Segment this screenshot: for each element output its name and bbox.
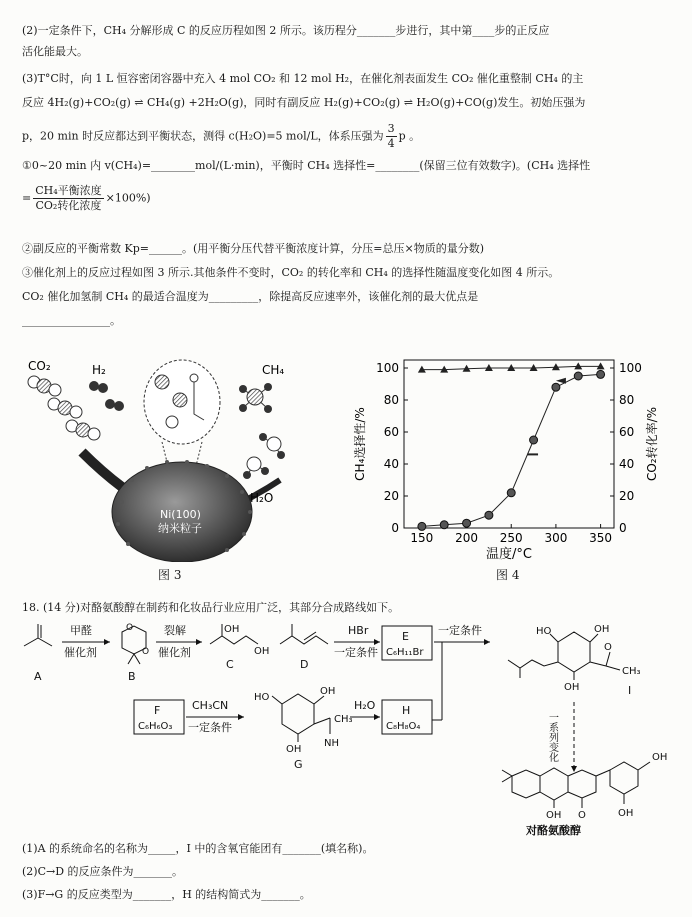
selectivity-fraction xyxy=(33,184,103,213)
box-e-label: E xyxy=(402,630,409,643)
q17-line-4: 反应 4H₂(g)+CO₂(g) ⇌ CH₄(g) +2H₂O(g)，同时有副反应 H₂(g)+CO₂(g) ⇌ H₂O(g)+CO(g)发生。初始压强为 xyxy=(22,96,586,109)
g-ch3: CH₃ xyxy=(334,714,353,725)
label-g: G xyxy=(294,758,303,771)
co2-conversion-point xyxy=(574,372,582,380)
svg-text:OH: OH xyxy=(286,744,302,755)
q18-part-2: (2)C→D 的反应条件为_______。 xyxy=(22,865,184,878)
i-ho: HO xyxy=(536,626,552,637)
product-name: 对酪氨酸醇 xyxy=(526,824,581,837)
reagent-1-top: 甲醛 xyxy=(70,624,92,637)
co2-conversion-point xyxy=(485,511,493,519)
synthesis-route-diagram xyxy=(14,620,686,838)
compound-d-structure xyxy=(280,624,328,644)
reagent-3-bottom: 一定条件 xyxy=(334,646,378,659)
figure-3-catalyst xyxy=(22,352,322,562)
product-oh-2: OH xyxy=(618,808,634,819)
svg-text:OH: OH xyxy=(546,810,562,821)
q17-line-3: (3)T°C时，向 1 L 恒容密闭容器中充入 4 mol CO₂ 和 12 mol H₂，在催化剂表面发生 CO₂ 催化重整制 CH₄ 的主 xyxy=(22,72,584,85)
q17-line-5 xyxy=(22,122,676,151)
i-ch3: CH₃ xyxy=(622,666,641,677)
reagent-2-bottom: 催化剂 xyxy=(158,646,191,659)
x-axis-label: 温度/°C xyxy=(486,547,532,562)
x-tick-label: 150 xyxy=(410,531,434,545)
fraction-denominator: 4 xyxy=(387,137,395,150)
co2-conversion-point xyxy=(463,519,471,527)
co2-conversion-point xyxy=(597,370,605,378)
selectivity-denominator: CO₂转化浓度 xyxy=(35,199,102,212)
ch4-molecule-icon xyxy=(239,383,272,413)
y-left-tick-label: 100 xyxy=(376,361,399,375)
compound-i-structure xyxy=(508,632,620,680)
reagent-2-top: 裂解 xyxy=(164,624,186,637)
y-right-tick-label: 0 xyxy=(619,521,627,535)
label-i: I xyxy=(628,684,632,697)
fraction-numerator: 3 xyxy=(387,122,395,135)
g-nh: NH xyxy=(324,738,339,749)
co2-conversion-point xyxy=(440,521,448,529)
g-oh: OH xyxy=(320,686,336,697)
x-tick-label: 300 xyxy=(544,531,568,545)
q17-line-5-b: p 。 xyxy=(398,129,421,143)
ni-label: Ni(100) xyxy=(160,508,201,521)
figure-4-chart xyxy=(352,352,670,564)
y-left-tick-label: 60 xyxy=(383,425,399,439)
product-oh-1: OH xyxy=(652,752,668,763)
q18-title: 18. (14 分)对酪氨酸醇在制药和化妆品行业应用广泛，其部分合成路线如下。 xyxy=(22,601,400,614)
reagent-4-top: 一定条件 xyxy=(438,624,482,637)
h2-molecule-icon xyxy=(89,381,124,411)
q17-line-8: ②副反应的平衡常数 Kp=______。(用平衡分压代替平衡浓度计算，分压=总压×物质的量分数) xyxy=(22,242,484,255)
formula-tail: ×100%) xyxy=(105,191,151,205)
product-ketone-o: O xyxy=(578,810,586,821)
figure-4-caption: 图 4 xyxy=(496,568,520,582)
right-axis-indicator-icon xyxy=(556,378,566,384)
q18-part-3: (3)F→G 的反应类型为_______，H 的结构简式为_______。 xyxy=(22,888,311,901)
box-f-formula: C₆H₆O₃ xyxy=(138,721,173,732)
formula-equals: = xyxy=(22,191,32,205)
reagent-3-top: HBr xyxy=(348,624,369,637)
y-right-tick-label: 60 xyxy=(619,425,635,439)
reagent-5-bottom: 一定条件 xyxy=(188,721,232,734)
arrow-in-icon xyxy=(82,452,122,487)
q17-line-9: ③催化剂上的反应过程如图 3 所示.其他条件不变时，CO₂ 的转化率和 CH₄ 的选择性随温度变化如图 4 所示。 xyxy=(22,266,560,279)
selectivity-numerator: CH₄平衡浓度 xyxy=(35,184,102,197)
svg-text:OH: OH xyxy=(254,646,270,657)
q17-line-11: ________________。 xyxy=(22,314,121,327)
product-structure xyxy=(502,762,650,808)
i-oh: OH xyxy=(594,624,610,635)
q17-line-2: 活化能最大。 xyxy=(22,45,88,58)
q17-line-1: (2)一定条件下，CH₄ 分解形成 C 的反应历程如图 2 所示。该历程分_______步进行，其中第____步的正反应 xyxy=(22,24,550,37)
box-h-formula: C₈H₈O₄ xyxy=(386,721,421,732)
y-right-tick-label: 100 xyxy=(619,361,642,375)
y-right-tick-label: 80 xyxy=(619,393,635,407)
co2-conversion-point xyxy=(530,436,538,444)
nanoparticle-label: 纳米粒子 xyxy=(158,522,202,535)
svg-text:O: O xyxy=(142,647,150,657)
y-right-tick-label: 40 xyxy=(619,457,635,471)
label-c: C xyxy=(226,658,234,671)
compound-a-structure xyxy=(24,624,52,646)
h2-label: H₂ xyxy=(92,363,106,377)
compound-g-structure xyxy=(272,694,330,742)
plot-frame xyxy=(404,360,614,528)
y-right-axis-label: CO₂转化率/% xyxy=(645,406,659,482)
y-left-tick-label: 40 xyxy=(383,457,399,471)
reagent-1-bottom: 催化剂 xyxy=(64,646,97,659)
co2-conversion-point xyxy=(507,489,515,497)
ch4-label: CH₄ xyxy=(262,363,285,377)
series-transform-label: 一系列变化 xyxy=(546,712,558,762)
y-left-tick-label: 20 xyxy=(383,489,399,503)
q17-line-5-a: p，20 min 时反应都达到平衡状态，测得 c(H₂O)=5 mol/L，体系压强为 xyxy=(22,129,384,143)
y-left-tick-label: 80 xyxy=(383,393,399,407)
svg-text:OH: OH xyxy=(564,682,580,693)
label-d: D xyxy=(300,658,309,671)
svg-text:O: O xyxy=(126,623,134,633)
x-tick-label: 200 xyxy=(455,531,479,545)
x-tick-label: 250 xyxy=(499,531,523,545)
co2-conversion-point xyxy=(552,383,560,391)
q18-part-1: (1)A 的系统命名的名称为_____，I 中的含氧官能团有_______(填名称)。 xyxy=(22,842,374,855)
ch4-selectivity-point xyxy=(574,362,582,369)
y-left-tick-label: 0 xyxy=(391,521,399,535)
box-e-formula: C₆H₁₁Br xyxy=(386,647,424,658)
label-b: B xyxy=(128,670,136,683)
g-ho: HO xyxy=(254,692,270,703)
q17-line-6: ①0~20 min 内 v(CH₄)=________mol/(L·min)，平衡时 CH₄ 选择性=________(保留三位有效数字)。(CH₄ 选择性 xyxy=(22,159,591,172)
h2o-molecule-icon xyxy=(243,433,285,479)
ch4-selectivity-point xyxy=(597,362,605,369)
x-tick-label: 350 xyxy=(589,531,613,545)
svg-text:O: O xyxy=(604,642,612,653)
h2o-label: H₂O xyxy=(250,491,274,505)
label-a: A xyxy=(34,670,42,683)
reagent-5-top: CH₃CN xyxy=(192,699,229,712)
box-f-label: F xyxy=(154,704,161,717)
y-left-axis-label: CH₄选择性/% xyxy=(353,407,367,481)
series-line-circle xyxy=(422,374,601,526)
selectivity-formula xyxy=(22,184,676,213)
svg-text:OH: OH xyxy=(224,624,240,635)
co2-conversion-point xyxy=(418,522,426,530)
figure-3-caption: 图 3 xyxy=(158,568,182,582)
three-quarters-fraction xyxy=(386,122,397,151)
q17-line-10: CO₂ 催化加氢制 CH₄ 的最适合温度为_________，除提高反应速率外，该催化剂的最大优点是 xyxy=(22,290,479,303)
reagent-6-top: H₂O xyxy=(354,699,376,712)
y-right-tick-label: 20 xyxy=(619,489,635,503)
box-h-label: H xyxy=(402,704,411,717)
co2-label: CO₂ xyxy=(28,359,51,373)
